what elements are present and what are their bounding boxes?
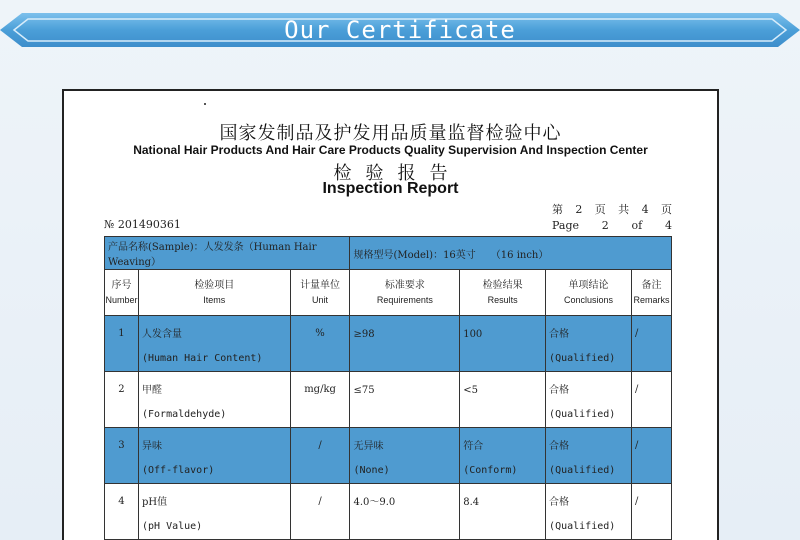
table-row: 1 人发含量 (Human Hair Content) % ≥98 100 合格 (Qualified) / — [105, 316, 672, 372]
table-header — [105, 270, 672, 316]
center-name-cn: 国家发制品及护发用品质量监督检验中心 — [219, 123, 562, 144]
banner-title: Our Certificate — [284, 16, 516, 44]
header-remarks: 备注 Remarks — [631, 270, 671, 316]
report-number: № 201490361 — [104, 218, 181, 231]
table-row: 3 异味 (Off-flavor) / 无异味 (None) 符合 (Conform) 合格 (Qualified) / — [105, 428, 672, 484]
header-conclusions: 单项结论 Conclusions — [546, 270, 632, 316]
sample-row — [105, 237, 672, 270]
page-info-cn: 第 2 页 共 4 页 — [552, 203, 672, 216]
scan-speck — [204, 103, 206, 105]
table-row: 2 甲醛 (Formaldehyde) mg/kg ≤75 <5 合格 (Qualified) / — [105, 372, 672, 428]
page-info — [552, 202, 672, 234]
report-title-cn: 检验报告 — [333, 163, 462, 184]
sample-model: 规格型号(Model)：16英寸 （16 inch） — [350, 237, 672, 270]
page-info-en: Page 2 of 4 — [552, 219, 672, 232]
header-results: 检验结果 Results — [460, 270, 546, 316]
certificate-document — [62, 89, 719, 540]
sample-name: 产品名称(Sample)：人发发条（Human Hair Weaving） — [105, 237, 350, 270]
header-requirements: 标准要求 Requirements — [350, 270, 460, 316]
header-unit: 计量单位 Unit — [290, 270, 350, 316]
center-name-en: National Hair Products And Hair Care Products Quality Supervision And Inspection Center — [133, 143, 648, 157]
inspection-table — [104, 236, 672, 540]
table-row: 4 pH值 (pH Value) / 4.0～9.0 8.4 合格 (Qualified) / — [105, 484, 672, 540]
header-items: 检验项目 Items — [138, 270, 290, 316]
report-title-en: Inspection Report — [322, 180, 459, 197]
header-number: 序号 Number — [105, 270, 139, 316]
certificate-banner — [0, 11, 800, 49]
